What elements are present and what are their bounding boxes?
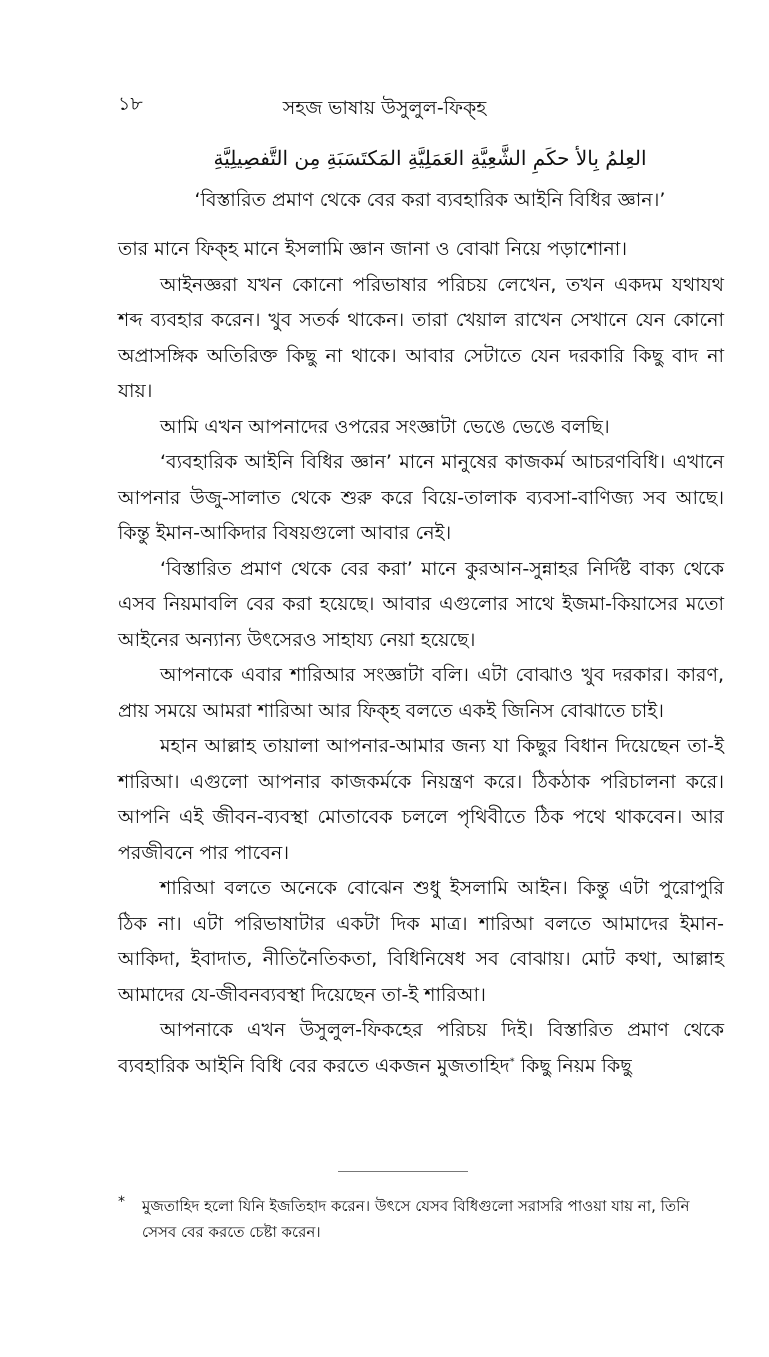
footnote (118, 1193, 724, 1245)
running-title: সহজ ভাষায় উসুলুল-ফিক্‌হ (282, 97, 487, 119)
paragraph: ‘বিস্তারিত প্রমাণ থেকে বের করা’ মানে কুরআন-সুন্নাহর নির্দিষ্ট বাক্য থেকে এসব নিয়মাবলি বের করা হয়েছে। আবার এগুলোর সাথে ইজমা-কিয়াসের মতো আইনের অন্যান্য উৎসেরও সাহায্য নেয়া হয়েছে। (118, 557, 724, 651)
paragraph: আপনাকে এবার শারিআর সংজ্ঞাটা বলি। এটা বোঝাও খুব দরকার। কারণ, প্রায় সময়ে আমরা শারিআ আর ফিক্‌হ বলতে একই জিনিস বোঝাতে চাই। (118, 664, 724, 722)
body-text (118, 232, 724, 1084)
paragraph: শারিআ বলতে অনেকে বোঝেন শুধু ইসলামি আইন। কিন্তু এটা পুরোপুরি ঠিক না। এটা পরিভাষাটার একটা দিক মাত্র। শারিআ বলতে আমাদের ইমান-আকিদা, ইবাদাত, নীতিনৈতিকতা, বিধিনিষেধ সব বোঝায়। মোট কথা, আল্লাহ আমাদের যে-জীবনব্যবস্থা দিয়েছেন তা-ই শারিআ। (118, 877, 724, 1006)
paragraph: ‘ব্যবহারিক আইনি বিধির জ্ঞান’ মানে মানুষের কাজকর্ম আচরণবিধি। এখানে আপনার উজু-সালাত থেকে শুরু করে বিয়ে-তালাক ব্যবসা-বাণিজ্য সব আছে। কিন্তু ইমান-আকিদার বিষয়গুলো আবার নেই। (118, 451, 724, 544)
arabic-definition: العِلمُ بِالأ حكَمِ الشَّعِيَّةِ العَمَلِيَّةِ المَكتَسَبَةِ مِن التَّفصِيلِيَّةِ (213, 146, 647, 170)
paragraph-text: কিছু নিয়ম কিছু (514, 1054, 632, 1077)
footnote-text: মুজতাহিদ হলো যিনি ইজতিহাদ করেন। উৎসে যেসব বিধিগুলো সরাসরি পাওয়া যায় না, তিনি সেসব বের করতে চেষ্টা করেন। (142, 1197, 690, 1241)
paragraph: মহান আল্লাহ তায়ালা আপনার-আমার জন্য যা কিছুর বিধান দিয়েছেন তা-ই শারিআ। এগুলো আপনার কাজকর্মকে নিয়ন্ত্রণ করে। ঠিকঠাক পরিচালনা করে। আপনি এই জীবন-ব্যবস্থা মোতাবেক চললে পৃথিবীতে ঠিক পথে থাকবেন। আর পরজীবনে পার পাবেন। (118, 735, 724, 864)
paragraph (118, 1013, 724, 1084)
footnote-reference[interactable]: * (509, 1056, 515, 1068)
page-number: ১৮ (118, 93, 143, 115)
paragraph: আমি এখন আপনাদের ওপরের সংজ্ঞাটা ভেঙে ভেঙে বলছি। (160, 415, 610, 438)
paragraph-text: আপনাকে এখন উসুলুল-ফিকহের পরিচয় দিই। বিস্তারিত প্রমাণ থেকে ব্যবহারিক আইনি বিধি বের করতে একজন মুজতাহিদ (118, 1019, 724, 1077)
definition-translation: ‘বিস্তারিত প্রমাণ থেকে বের করা ব্যবহারিক আইনি বিধির জ্ঞান।’ (194, 189, 666, 211)
paragraph: আইনজ্ঞরা যখন কোনো পরিভাষার পরিচয় লেখেন, তখন একদম যথাযথ শব্দ ব্যবহার করেন। খুব সতর্ক থাকেন। তারা খেয়াল রাখেন সেখানে যেন কোনো অপ্রাসঙ্গিক অতিরিক্ত কিছু না থাকে। আবার সেটাতে যেন দরকারি কিছু বাদ না যায়। (118, 273, 724, 402)
footnote-mark: * (118, 1194, 125, 1210)
paragraph: তার মানে ফিক্‌হ মানে ইসলামি জ্ঞান জানা ও বোঝা নিয়ে পড়াশোনা। (118, 238, 628, 260)
footnote-divider (338, 1171, 468, 1172)
